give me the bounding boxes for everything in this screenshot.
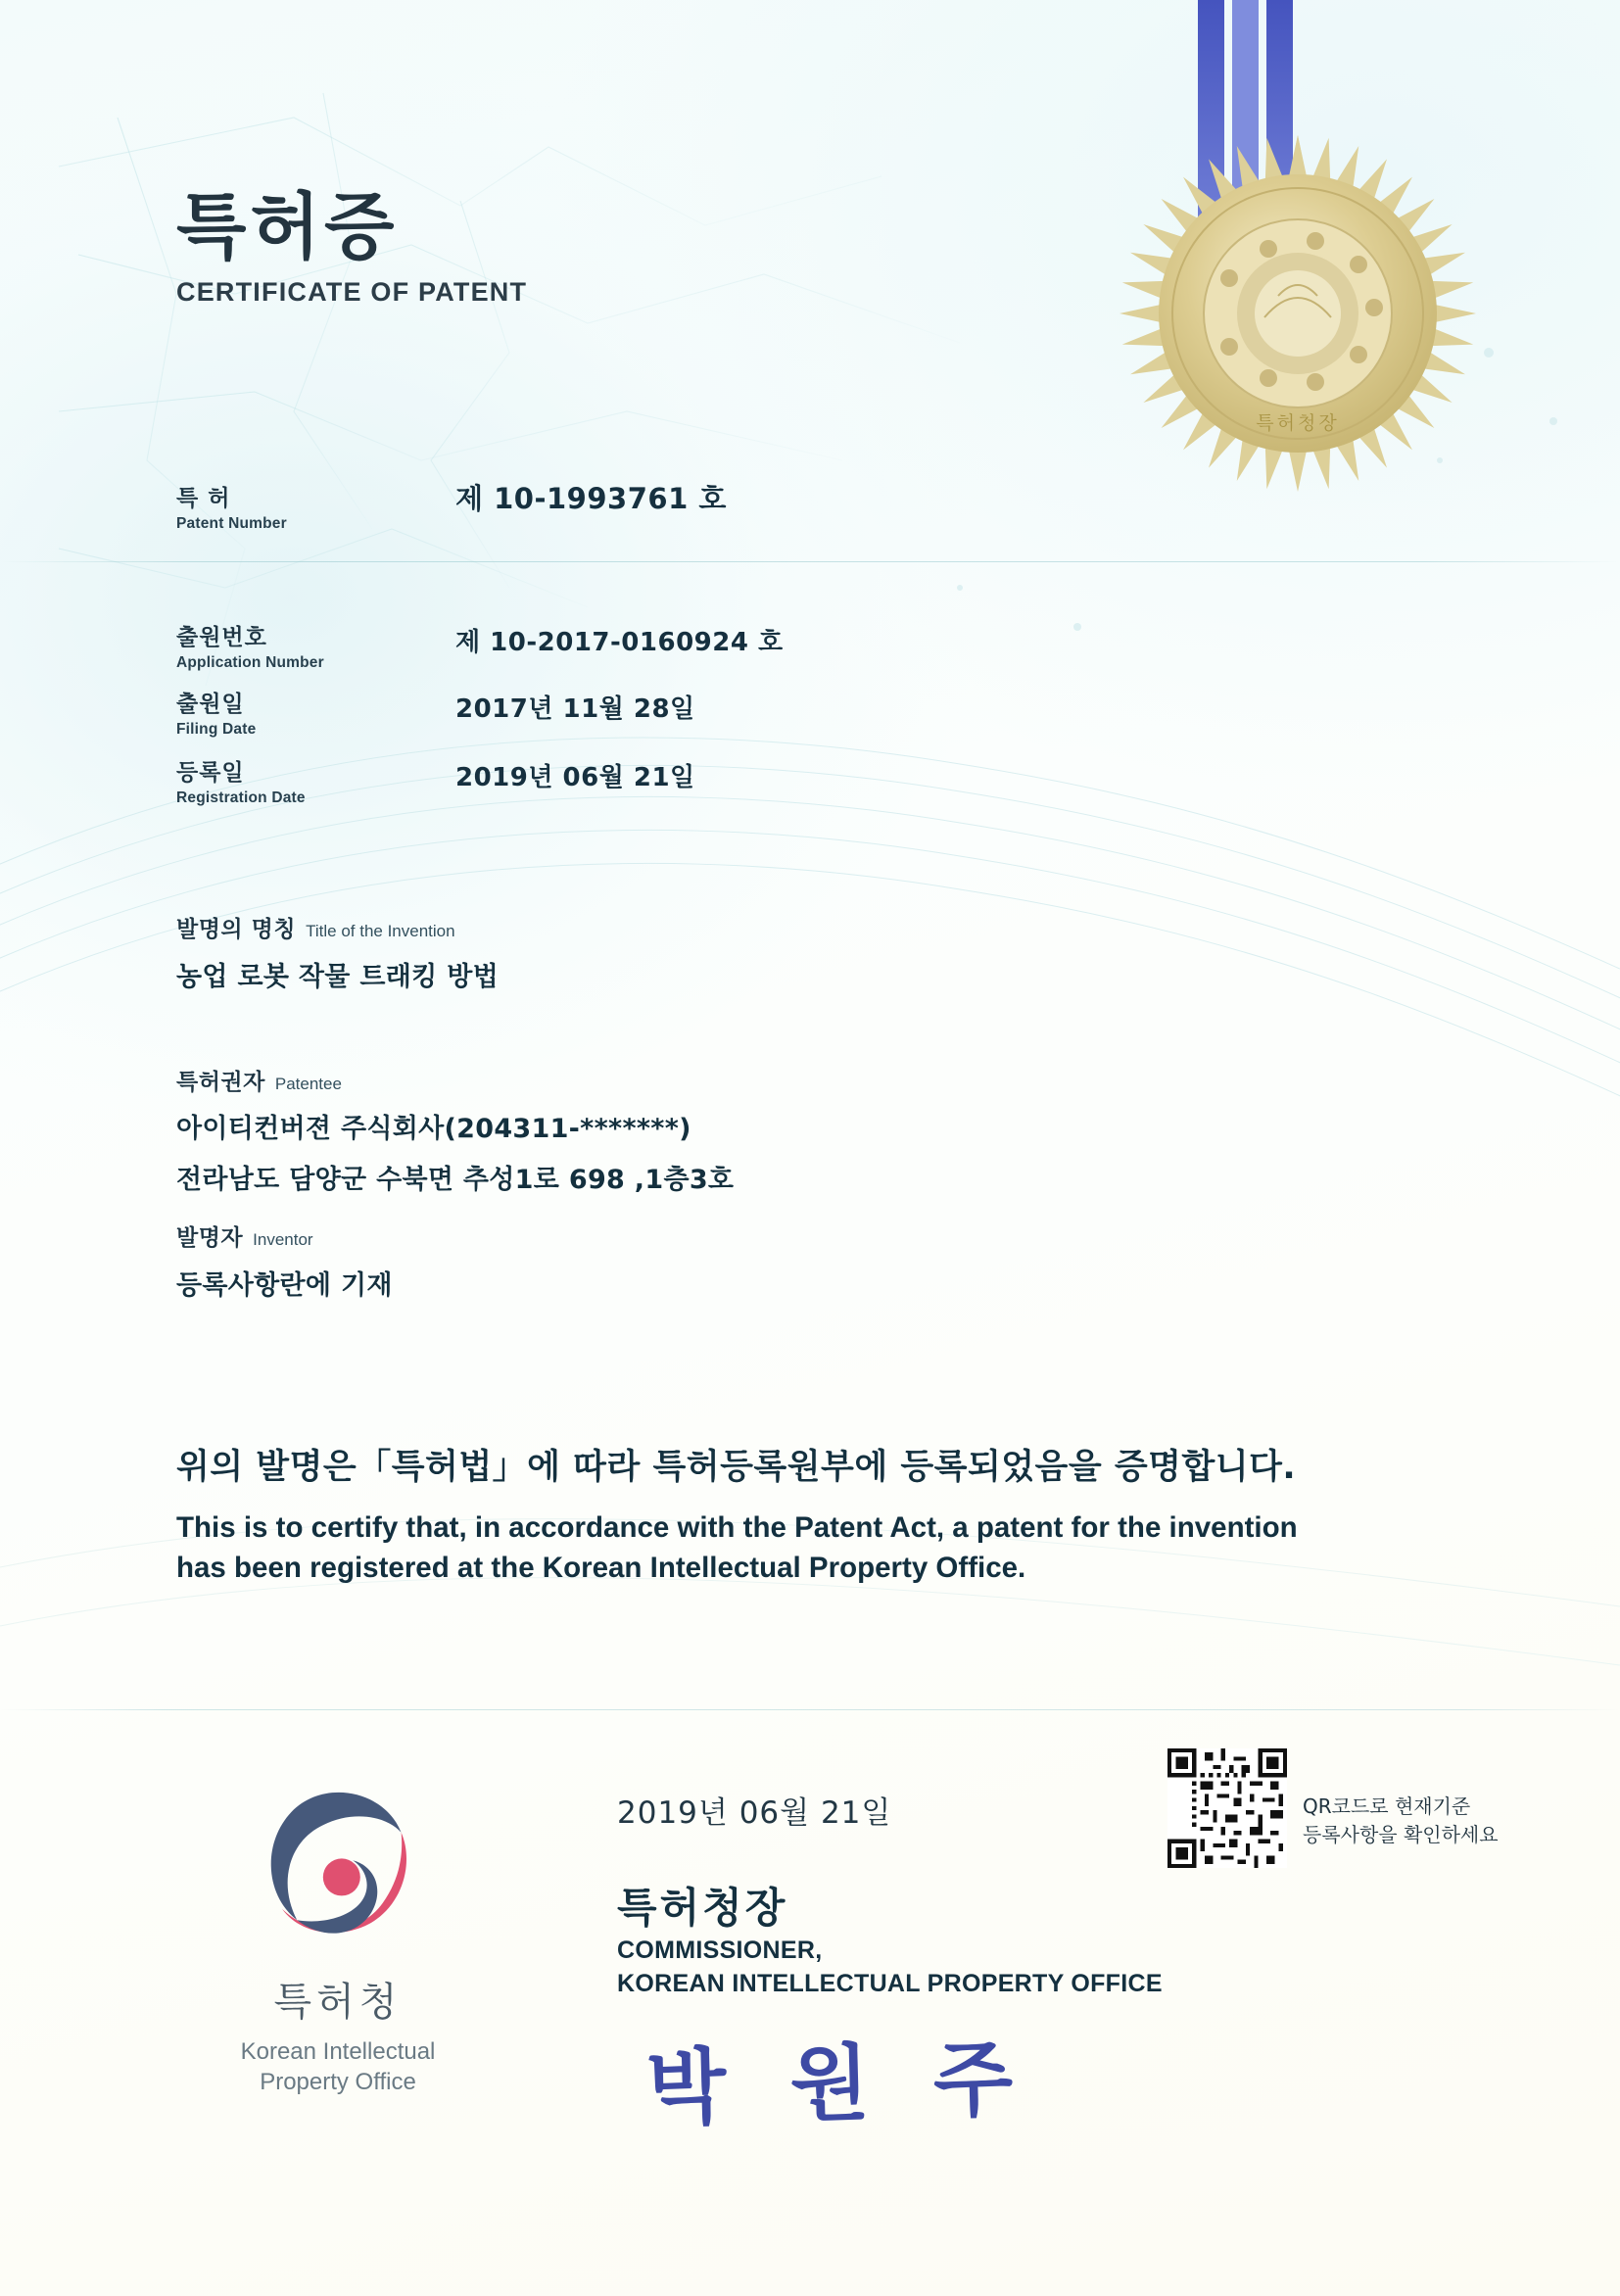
- kipo-name-en-line2: Property Office: [260, 2069, 416, 2096]
- commissioner-signature: 박 원 주: [644, 2030, 1032, 2137]
- qr-code-note-line1: QR코드로 현재기준: [1303, 1794, 1471, 1818]
- title-of-invention-value: 농업 로봇 작물 트래킹 방법: [176, 962, 500, 992]
- application-number-label-en: Application Number: [176, 654, 324, 671]
- commissioner-title-en: [617, 1935, 1163, 2001]
- registration-date-label-ko: 등록일: [176, 760, 245, 786]
- certification-text-en-line1: This is to certify that, in accordance with the Patent Act, a patent for the invention: [176, 1511, 1298, 1544]
- commissioner-title-en-line2: KOREAN INTELLECTUAL PROPERTY OFFICE: [617, 1969, 1163, 1997]
- commissioner-title-ko: 특허청장: [617, 1884, 788, 1932]
- filing-date-label-en: Filing Date: [176, 721, 257, 738]
- application-number-label-ko: 출원번호: [176, 625, 267, 650]
- kipo-name-ko: 특허청: [273, 1980, 403, 2025]
- kipo-name-en: [201, 2036, 475, 2097]
- title-of-invention-label: [176, 911, 455, 943]
- taegeuk-icon: [245, 1773, 431, 1959]
- kipo-logo: [201, 1773, 475, 2097]
- filing-date-label-ko: 출원일: [176, 692, 245, 717]
- application-number-value: 제 10-2017-0160924 호: [455, 628, 784, 657]
- patent-number-label: [176, 480, 287, 533]
- patentee-value-line1: 아이티컨버젼 주식회사(204311-*******): [176, 1114, 691, 1144]
- issue-date: 2019년 06월 21일: [617, 1795, 892, 1831]
- filing-date-label: [176, 686, 256, 739]
- registration-date-value: 2019년 06월 21일: [455, 763, 695, 792]
- inventor-label-ko: 발명자: [176, 1225, 244, 1251]
- commissioner-title-en-line1: COMMISSIONER,: [617, 1937, 823, 1964]
- application-number-label: [176, 619, 324, 672]
- title-korean: 특허증: [176, 185, 399, 269]
- kipo-name-en-line1: Korean Intellectual: [240, 2038, 436, 2065]
- patent-number-label-en: Patent Number: [176, 515, 287, 532]
- divider-rule: [0, 561, 1620, 562]
- registration-date-label-en: Registration Date: [176, 789, 306, 806]
- title-of-invention-label-ko: 발명의 명칭: [176, 917, 297, 942]
- patentee-label: [176, 1064, 342, 1096]
- title-english: CERTIFICATE OF PATENT: [176, 277, 528, 307]
- patentee-label-ko: 특허권자: [176, 1070, 265, 1095]
- qr-code-icon[interactable]: [1167, 1748, 1287, 1868]
- patent-number-label-ko: 특 허: [176, 486, 231, 511]
- qr-code-note-line2: 등록사항을 확인하세요: [1303, 1823, 1499, 1846]
- patentee-value-line2: 전라남도 담양군 수북면 추성1로 698 ,1층3호: [176, 1165, 735, 1195]
- kipo-gold-seal: [1072, 0, 1523, 607]
- certification-text-ko: 위의 발명은「특허법」에 따라 특허등록원부에 등록되었음을 증명합니다.: [176, 1448, 1297, 1487]
- inventor-label: [176, 1220, 313, 1252]
- certification-text-en: [176, 1508, 1479, 1588]
- filing-date-value: 2017년 11월 28일: [455, 694, 695, 724]
- title-of-invention-label-en: Title of the Invention: [306, 922, 455, 940]
- svg-text:특허청장: 특허청장: [1256, 412, 1340, 434]
- qr-code[interactable]: [1167, 1748, 1287, 1868]
- inventor-value: 등록사항란에 기재: [176, 1270, 393, 1301]
- qr-code-note: [1303, 1793, 1499, 1849]
- document-title: [176, 185, 528, 308]
- patentee-label-en: Patentee: [274, 1075, 342, 1093]
- certification-text-en-line2: has been registered at the Korean Intellectual Property Office.: [176, 1551, 1026, 1584]
- registration-date-label: [176, 754, 306, 807]
- inventor-label-en: Inventor: [253, 1230, 313, 1249]
- patent-number-value: 제 10-1993761 호: [455, 482, 727, 515]
- footer-divider: [0, 1709, 1620, 1710]
